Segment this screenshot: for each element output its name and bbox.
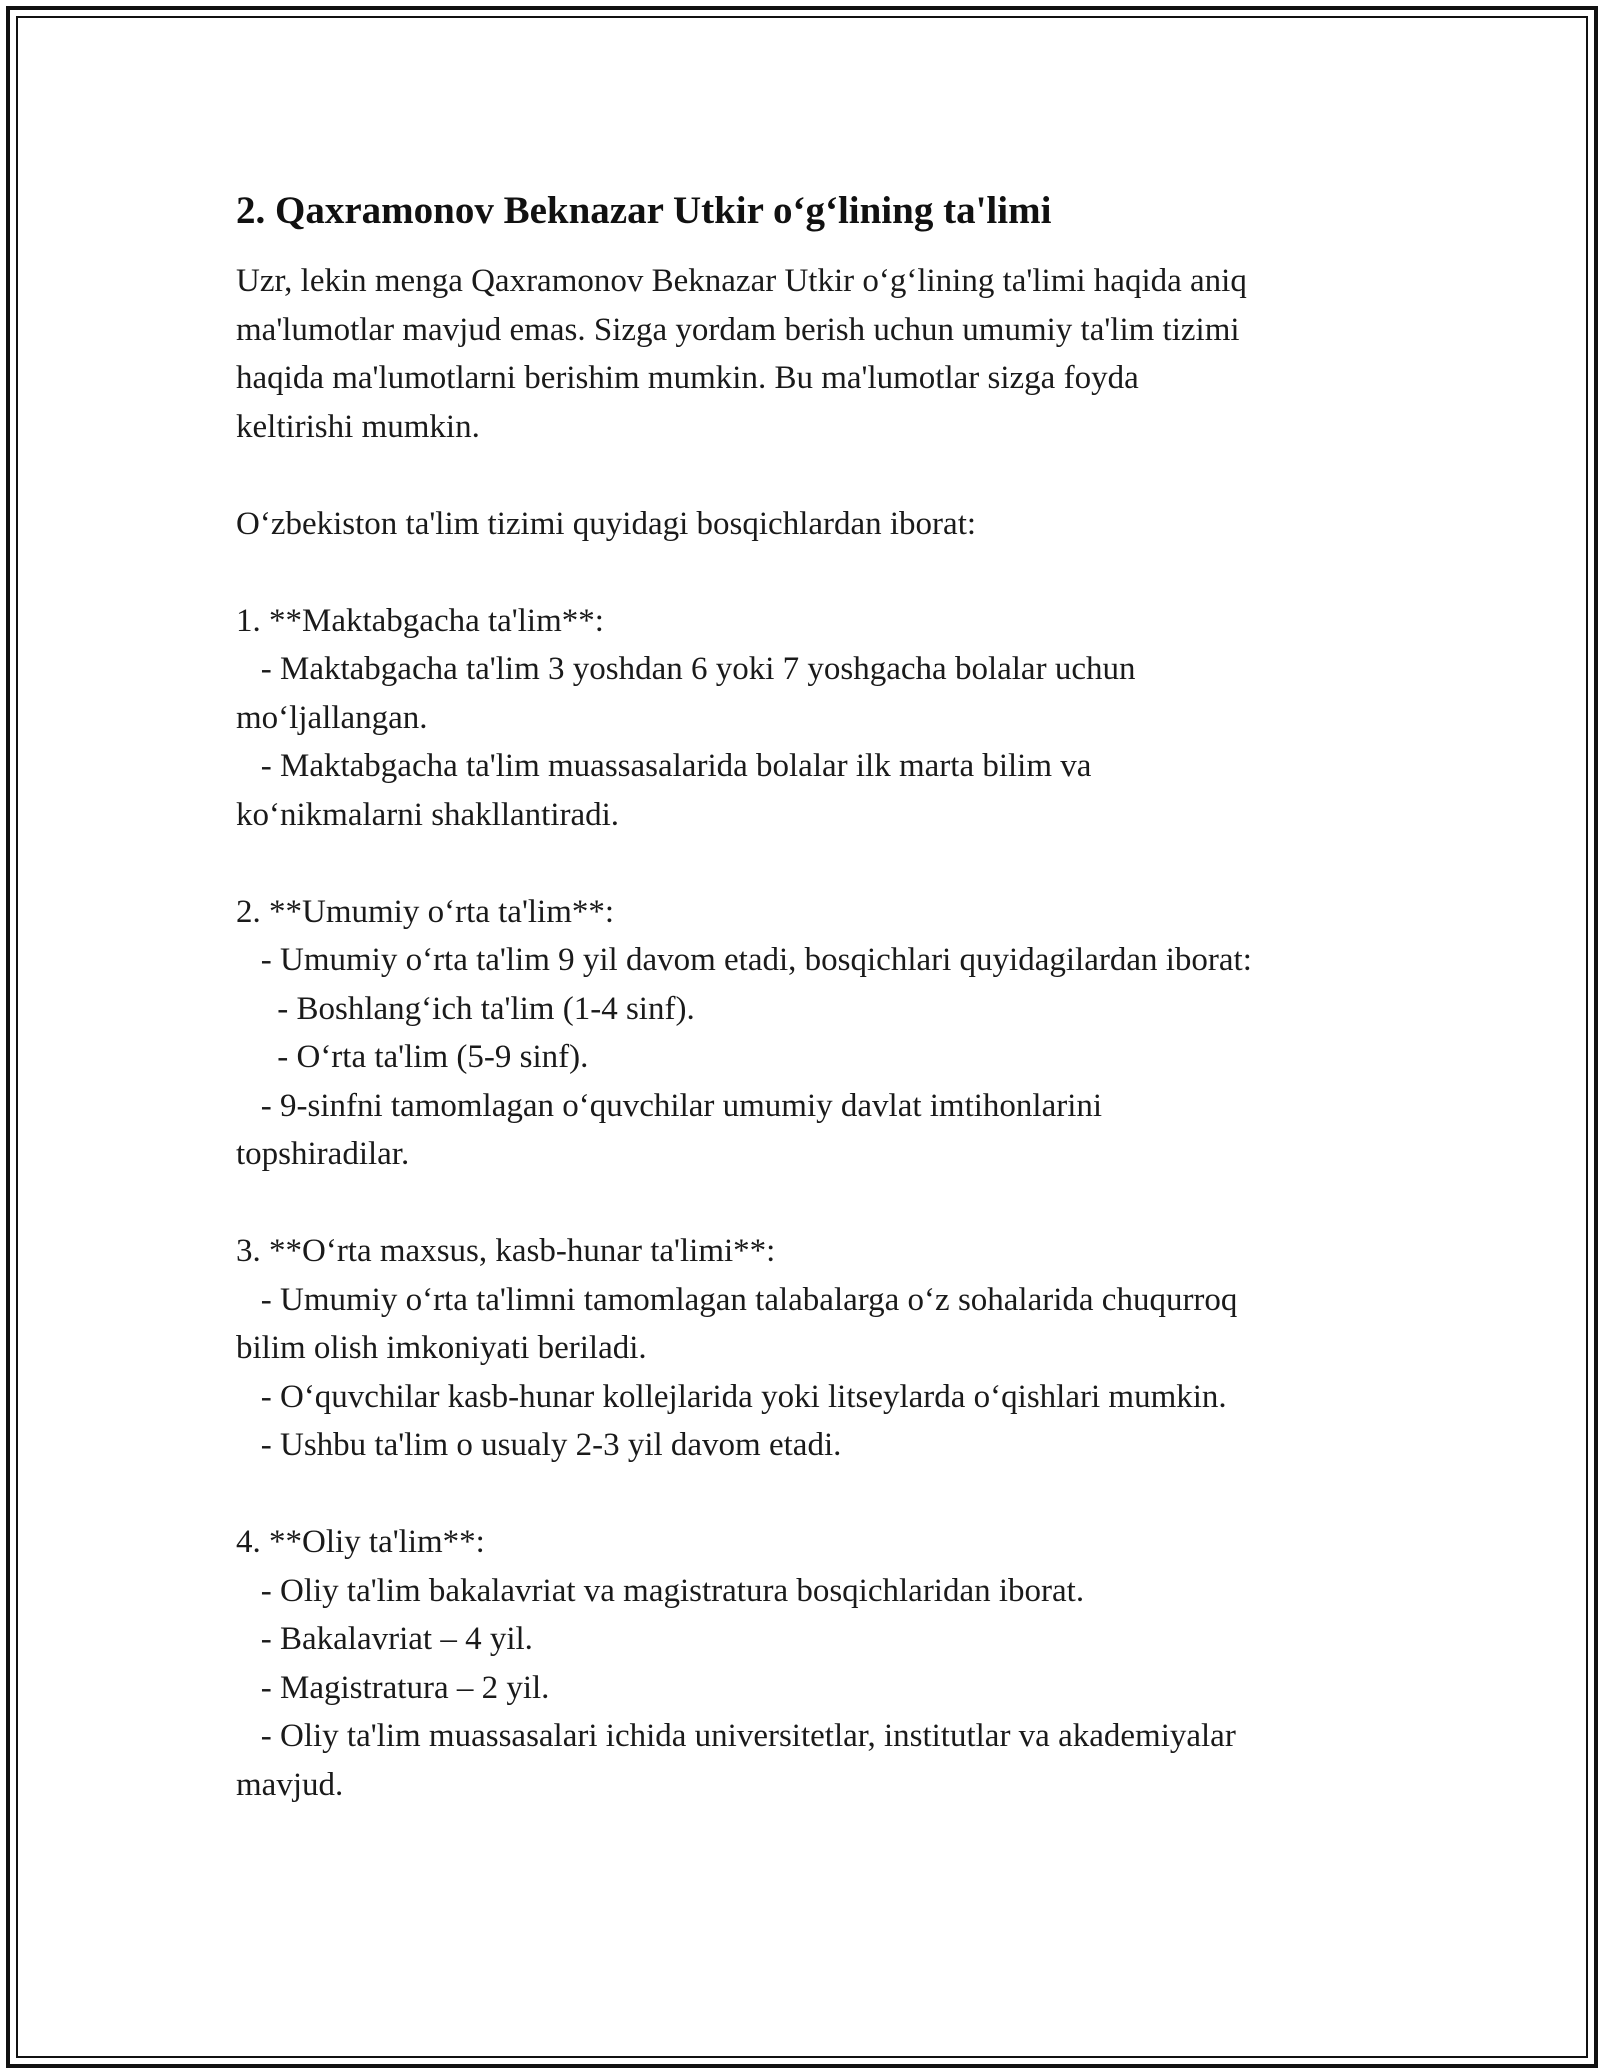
document-title: 2. Qaxramonov Beknazar Utkir o‘g‘lining ta'limi [236,189,1052,232]
document-content [236,185,1416,1809]
document-body: Uzr, lekin menga Qaxramonov Beknazar Utkir o‘g‘lining ta'limi haqida aniq ma'lumotlar mavjud emas. Sizga yordam berish uchun umumiy ta'lim tizimi haqida ma'lumotlarni berishim mumkin. Bu ma'lumotlar sizga foyda keltirishi mumkin. O‘zbekiston ta'lim tizimi quyidagi bosqichlardan iborat: 1. **Maktabgacha ta'lim**: - Maktabgacha ta'lim 3 yoshdan 6 yoki 7 yoshgacha bolalar uchun mo‘ljallangan. - Maktabgacha ta'lim muassasalarida bolalar ilk marta bilim va ko‘nikmalarni shakllantiradi. 2. **Umumiy o‘rta ta'lim**: - Umumiy o‘rta ta'lim 9 yil davom etadi, bosqichlari quyidagilardan iborat: - Boshlang‘ich ta'lim (1-4 sinf). - O‘rta ta'lim (5-9 sinf). - 9-sinfni tamomlagan o‘quvchilar umumiy davlat imtihonlarini topshiradilar. 3. **O‘rta maxsus, kasb-hunar ta'limi**: - Umumiy o‘rta ta'limni tamomlagan talabalarga o‘z sohalarida chuqurroq bilim olish imkoniyati beriladi. - O‘quvchilar kasb-hunar kollejlarida yoki litseylarda o‘qishlari mumkin. - Ushbu ta'lim o usualy 2-3 yil davom etadi. 4. **Oliy ta'lim**: - Oliy ta'lim bakalavriat va magistratura bosqichlaridan iborat. - Bakalavriat – 4 yil. - Magistratura – 2 yil. - Oliy ta'lim muassasalari ichida universitetlar, institutlar va akademiyalar mavjud. [236,263,1252,1803]
